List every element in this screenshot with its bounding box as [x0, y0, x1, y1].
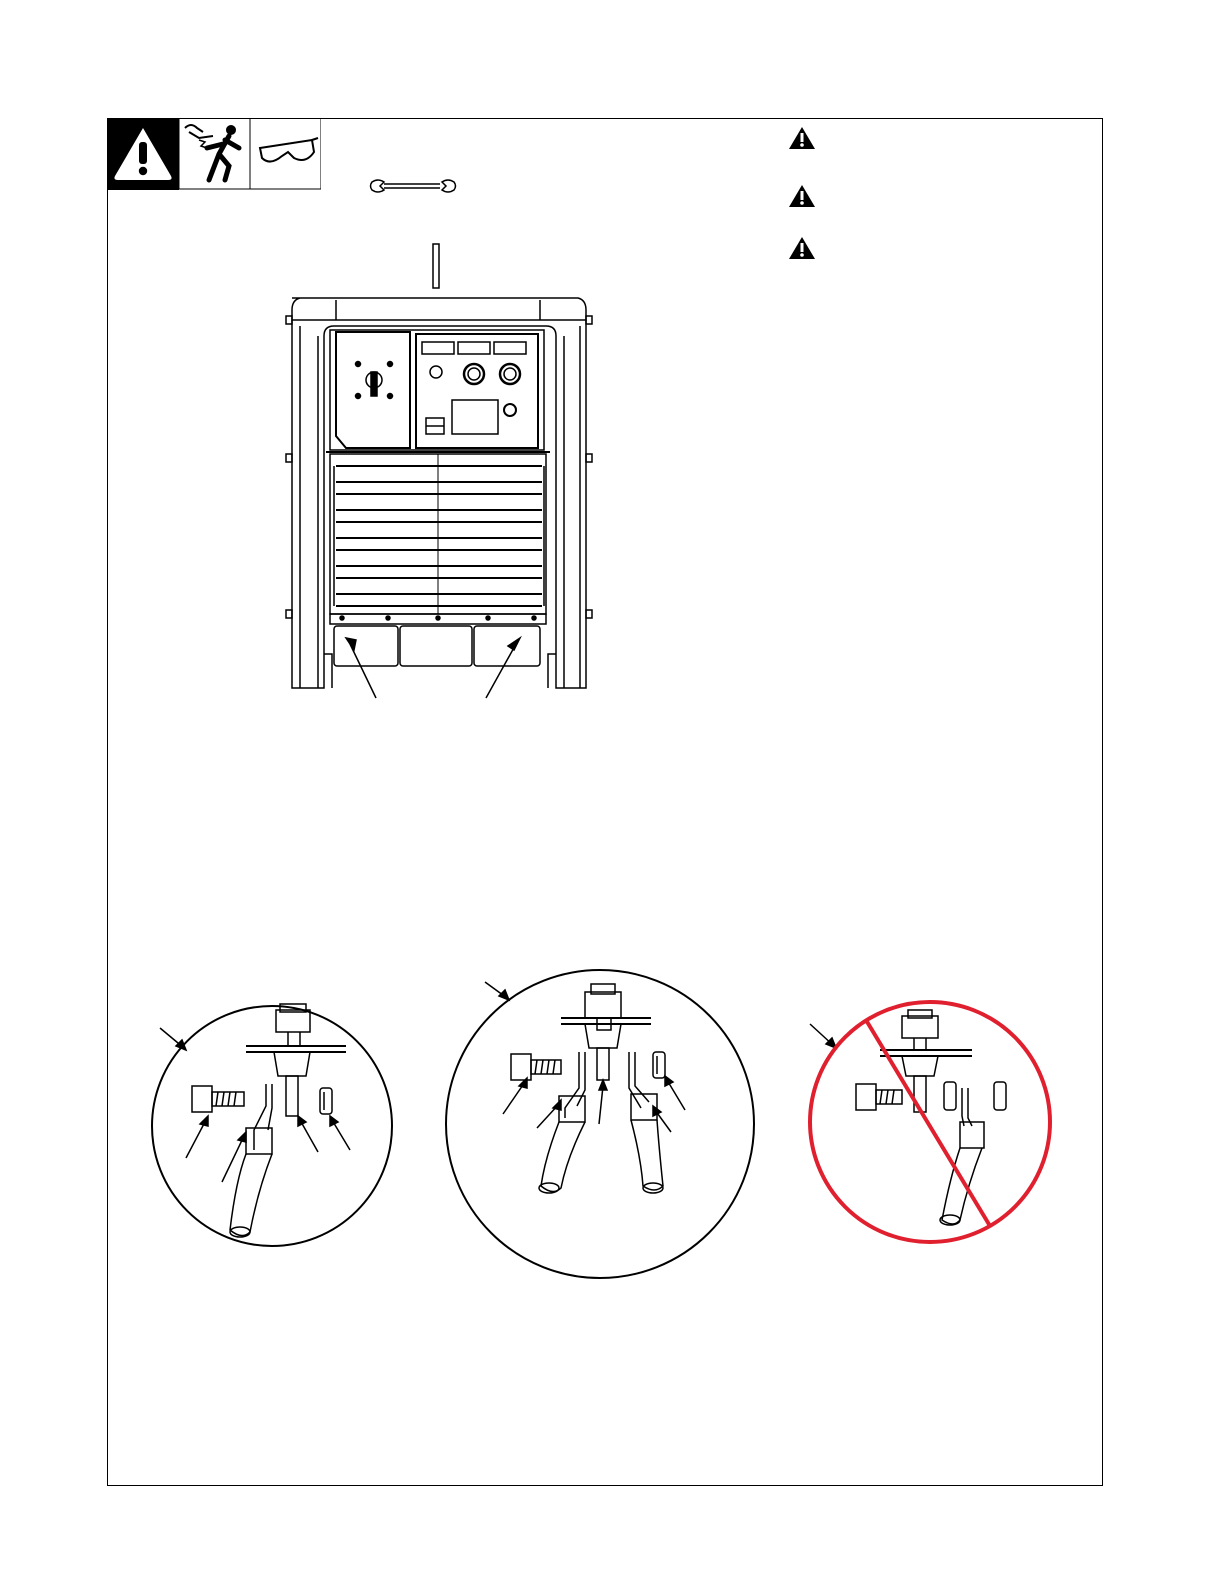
wrench-icon — [368, 176, 458, 196]
correct-single-lug-view — [150, 1000, 400, 1252]
caution-triangle-icon — [788, 236, 816, 260]
caution-triangle-icon — [788, 184, 816, 208]
correct-double-lug-view — [445, 968, 757, 1283]
caution-triangle-icon — [788, 126, 816, 150]
incorrect-lug-view — [806, 998, 1056, 1248]
electric-shock-icon — [185, 125, 239, 180]
hazard-icon-strip — [107, 118, 321, 190]
machine-front-view — [280, 240, 600, 705]
safety-glasses-icon — [260, 138, 318, 162]
